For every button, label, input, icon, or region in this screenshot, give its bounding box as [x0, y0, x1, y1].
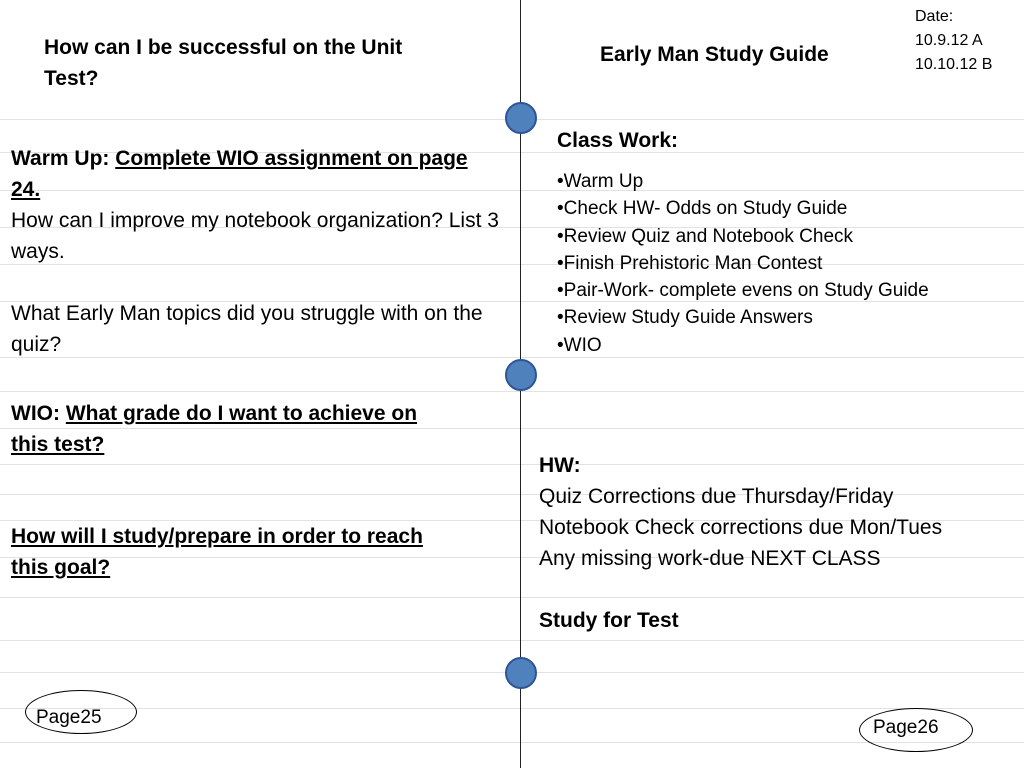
date-label: Date: — [915, 8, 954, 25]
goal-question-line2: this goal? — [11, 556, 111, 579]
left-page-title: How can I be successful on the Unit Test? — [44, 36, 403, 90]
class-work-item: • WIO — [557, 332, 929, 359]
goal-question — [11, 521, 511, 583]
page-number-badge — [25, 690, 137, 734]
page-number-label: Page25 — [36, 707, 102, 728]
homework-line: Quiz Corrections due Thursday/Friday — [539, 485, 894, 508]
date-line-a: 10.9.12 A — [915, 32, 983, 49]
class-work-heading: Class Work: — [557, 129, 678, 152]
class-work-item: • Finish Prehistoric Man Contest — [557, 250, 929, 277]
binder-ring — [505, 657, 537, 689]
warm-up-prompt-line2: 24. — [11, 178, 41, 201]
rule-line — [0, 640, 1024, 641]
class-work-list — [557, 168, 929, 359]
binder-ring — [505, 102, 537, 134]
warm-up-prompt-line1: Complete WIO assignment on page — [115, 147, 468, 170]
class-work-item: • Warm Up — [557, 168, 929, 195]
warm-up-question-2: What Early Man topics did you struggle with on the quiz? — [11, 302, 483, 356]
homework-line: Notebook Check corrections due Mon/Tues — [539, 516, 943, 539]
binder-ring — [505, 359, 537, 391]
right-page-title: Early Man Study Guide — [600, 43, 829, 66]
homework-section — [539, 450, 1019, 636]
class-work-item: • Review Study Guide Answers — [557, 304, 929, 331]
wio-section — [11, 398, 511, 460]
warm-up-label: Warm Up: — [11, 147, 116, 170]
homework-heading: HW: — [539, 454, 581, 477]
rule-line — [0, 708, 1024, 709]
study-note: Study for Test — [539, 609, 679, 632]
page-number-badge — [859, 708, 973, 752]
date-block — [915, 5, 992, 77]
wio-label: WIO: — [11, 402, 66, 425]
date-line-b: 10.10.12 B — [915, 56, 993, 73]
rule-line — [0, 391, 1024, 392]
warm-up-section — [11, 143, 511, 360]
class-work-item: • Pair-Work- complete evens on Study Guide — [557, 277, 929, 304]
wio-prompt-line2: this test? — [11, 433, 105, 456]
goal-question-line1: How will I study/prepare in order to reach — [11, 525, 423, 548]
wio-prompt-line1: What grade do I want to achieve on — [65, 402, 418, 425]
warm-up-question-1: How can I improve my notebook organization? List 3 ways. — [11, 209, 499, 263]
class-work-item: • Check HW- Odds on Study Guide — [557, 195, 929, 222]
homework-line: Any missing work-due NEXT CLASS — [539, 547, 881, 570]
page-number-label: Page26 — [873, 717, 939, 738]
class-work-item: • Review Quiz and Notebook Check — [557, 223, 929, 250]
